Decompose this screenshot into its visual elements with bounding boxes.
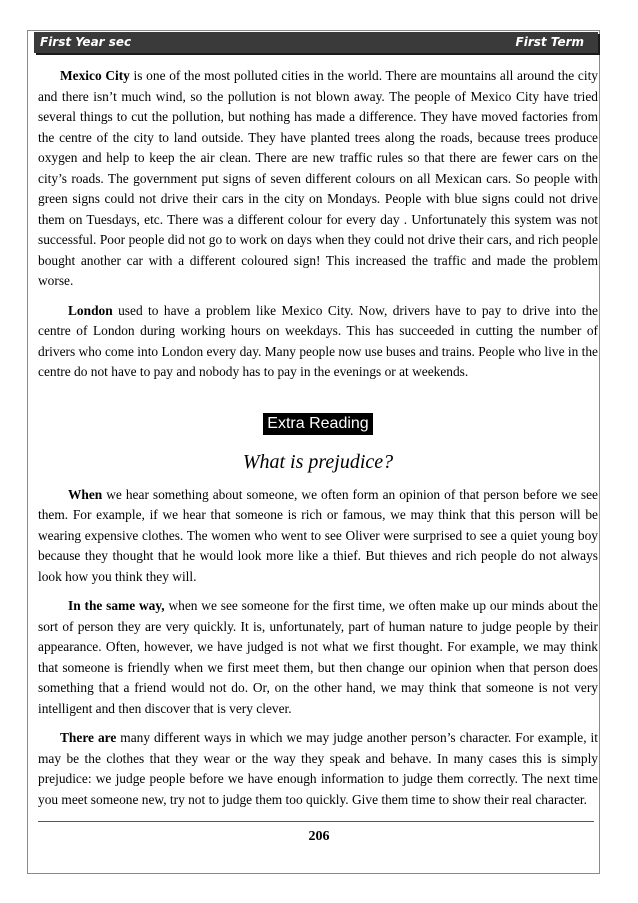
paragraph-text: many different ways in which we may judge another person’s character. For example, it may be the clothes that they wear or the way they speak and behave. In many cases this is simply prejudice: we judge people before we have enough information to judge them correctly. The next time you meet someone new, try not to judge them too quickly. Give them time to show their real character.: [38, 730, 598, 807]
page-content: [38, 66, 598, 819]
paragraph-lead: There are: [60, 730, 117, 745]
paragraph-london: [38, 301, 598, 383]
header-term-label: First Term: [515, 35, 584, 49]
paragraph-text: we hear something about someone, we often form an opinion of that person before we see them. For example, if we hear that someone is rich or famous, we may think that this person will be wearing expensive clothes. The women who went to see Oliver were surprised to see a quiet young boy because they thought that he would look more like a thief. But thieves and rich people do not always look how you think they will.: [38, 486, 598, 584]
page-number: 206: [308, 829, 330, 844]
paragraph-lead: Mexico City: [60, 68, 130, 83]
paragraph-there-are: [38, 728, 598, 810]
paragraph-same-way: [38, 596, 598, 719]
paragraph-text: used to have a problem like Mexico City. Now, drivers have to pay to drive into the centre of London during working hours on weekdays. This has succeeded in cutting the number of drivers who come into London every day. Many people now use buses and trains. People who live in the centre do not have to pay and nobody has to pay in the evenings or at weekends.: [38, 302, 598, 379]
section-title: What is prejudice?: [242, 450, 394, 473]
page-header: [34, 32, 598, 53]
paragraph-mexico-city: [38, 66, 598, 292]
paragraph-text: when we see someone for the first time, we often make up our minds about the sort of person they are very quickly. It is, unfortunately, part of human nature to judge people by their appearance. Often, however, we have judged is not what we first thought. For example, we may think that someone is friendly when we first meet them, but then change our opinion when that person does something that a friend would not do. Or, on the other hand, we may think that someone is not very intelligent and then discover that is very clever.: [38, 598, 599, 716]
extra-reading-heading: [38, 413, 598, 437]
paragraph-lead: When: [68, 486, 103, 502]
paragraph-when: [38, 485, 598, 588]
paragraph-lead: In the same way,: [68, 598, 165, 613]
header-year-label: First Year sec: [40, 35, 132, 49]
footer-divider: [38, 821, 594, 822]
paragraph-lead: London: [68, 302, 113, 318]
paragraph-text: is one of the most polluted cities in the world. There are mountains all around the city and there isn’t much wind, so the pollution is not blown away. The people of Mexico City have tried several things to cut the pollution, but nothing has made a difference. They have moved factories from the centre of the city to land outside. They have planted trees along the roads, because trees produce oxygen and help to keep the air clean. There are new traffic rules so that there are fewer cars on the city’s roads. The government put signs of seven different colours on all Mexican cars. So people with green signs could not drive their cars in the city on Mondays. People with blue signs could not drive them on Tuesdays, etc. There was a different colour for every day . Unfortunately this system was not successful. Poor people did not go to work on days when they could not drive their cars, and rich people bought another car with a different coloured sign! This increased the traffic and made the problem worse.: [38, 68, 598, 288]
extra-reading-label: Extra Reading: [263, 413, 372, 435]
